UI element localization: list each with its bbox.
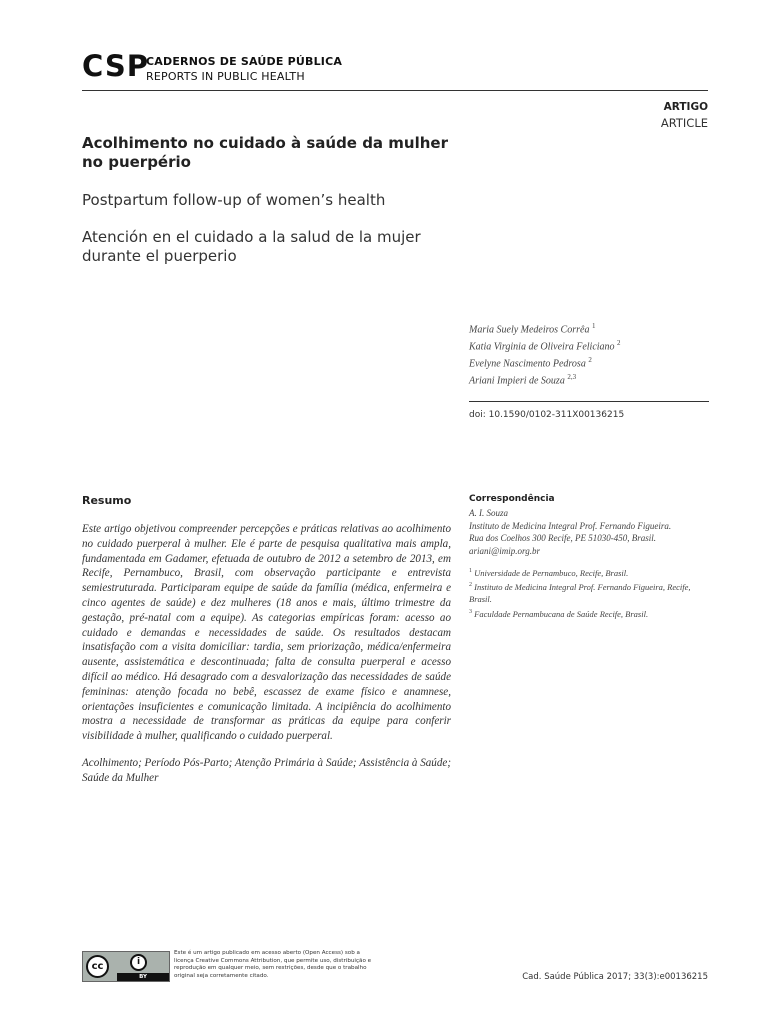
license-notice: Este é um artigo publicado em acesso aberto (Open Access) sob a licença Creative Commons Attribution, que permite uso, distribuição e reprodução em qualquer meio, sem restrições, desde que o trabalho original seja corretamente citado.	[174, 950, 372, 979]
doi-link[interactable]: doi: 10.1590/0102-311X00136215	[469, 410, 625, 420]
page-citation: Cad. Saúde Pública 2017; 33(3):e00136215	[522, 972, 708, 982]
correspondence-email[interactable]: ariani@imip.org.br	[469, 545, 540, 556]
author: Ariani Impieri de Souza $^{2,3}$	[469, 373, 577, 387]
title-english: Postpartum follow-up of women’s health	[82, 191, 386, 209]
journal-name-pt: CADERNOS DE SAÚDE PÚBLICA	[146, 55, 343, 68]
cc-icon: cc	[86, 955, 109, 978]
author-list	[469, 318, 709, 386]
abstract-text: Este artigo objetivou compreender percepções e práticas relativas ao acolhimento no cuidado puerperal à mulher. Ele é parte de pesquisa qualitativa mais ampla, fundamentada em Gadamer, efetuada de outubro de 2012 a setembro de 2013, em Recife, Pernambuco, Brasil, com observação participante e entrevista semiestruturada. Participaram equipe de saúde da família (médica, enfermeira e cinco agentes de saúde) e dez mulheres (18 anos e mais, último trimestre da gestação, pré-natal com a equipe). As categorias empíricas foram: acesso ao cuidado e demandas e necessidades de saúde. Os resultados destacam insatisfação com a visita domiciliar: tardia, sem priorização, médica/enfermeira ausente, assistemática e descontinuada; falta de consulta puerperal e acesso difícil ao médico. Há desagrado com a desvalorização das necessidades de saúde femininas: atenção focada no bebê, escassez de exame físico e anamnese, orientações insuficientes e comunicação limitada. A incipiência do acolhimento mostra a necessidade de transformar as práticas da equipe para conferir visibilidade à mulher, qualificando o cuidado puerperal.	[82, 523, 451, 743]
attribution-icon: i	[130, 954, 147, 971]
abstract-heading: Resumo	[82, 494, 132, 507]
correspondence-line: A. I. Souza	[469, 508, 508, 518]
correspondence-line: Instituto de Medicina Integral Prof. Fernando Figueira.	[469, 520, 672, 531]
affiliation-item: $^2$ Instituto de Medicina Integral Prof. Fernando Figueira, Recife, Brasil.	[469, 581, 691, 605]
title-spanish: Atención en el cuidado a la salud de la mujer durante el puerperio	[82, 228, 421, 265]
journal-name-en: REPORTS IN PUBLIC HEALTH	[146, 70, 305, 83]
author: Evelyne Nascimento Pedrosa $^2$	[469, 356, 592, 370]
by-label: BY	[117, 973, 169, 981]
header-divider	[82, 90, 708, 91]
affiliation-list	[469, 565, 709, 620]
correspondence-heading: Correspondência	[469, 494, 555, 504]
correspondence-line: Rua dos Coelhos 300 Recife, PE 51030-450, Brasil.	[469, 533, 656, 544]
author: Maria Suely Medeiros Corrêa $^1$	[469, 322, 596, 336]
correspondence-address	[469, 507, 709, 557]
affiliation-item: $^3$ Faculdade Pernambucana de Saúde Recife, Brasil.	[469, 608, 649, 619]
creative-commons-badge[interactable]	[82, 951, 170, 982]
journal-logo: CSP	[82, 49, 149, 83]
title-portuguese: Acolhimento no cuidado à saúde da mulher no puerpério	[82, 134, 448, 171]
keywords: Acolhimento; Período Pós-Parto; Atenção Primária à Saúde; Assistência à Saúde; Saúde da Mulher	[82, 757, 452, 784]
section-label-en: ARTICLE	[660, 116, 708, 130]
section-label-pt: ARTIGO	[663, 101, 708, 113]
affiliation-item: $^1$ Universidade de Pernambuco, Recife, Brasil.	[469, 567, 629, 578]
author: Katia Virginia de Oliveira Feliciano $^2$	[469, 339, 621, 353]
doi-divider	[469, 401, 709, 402]
